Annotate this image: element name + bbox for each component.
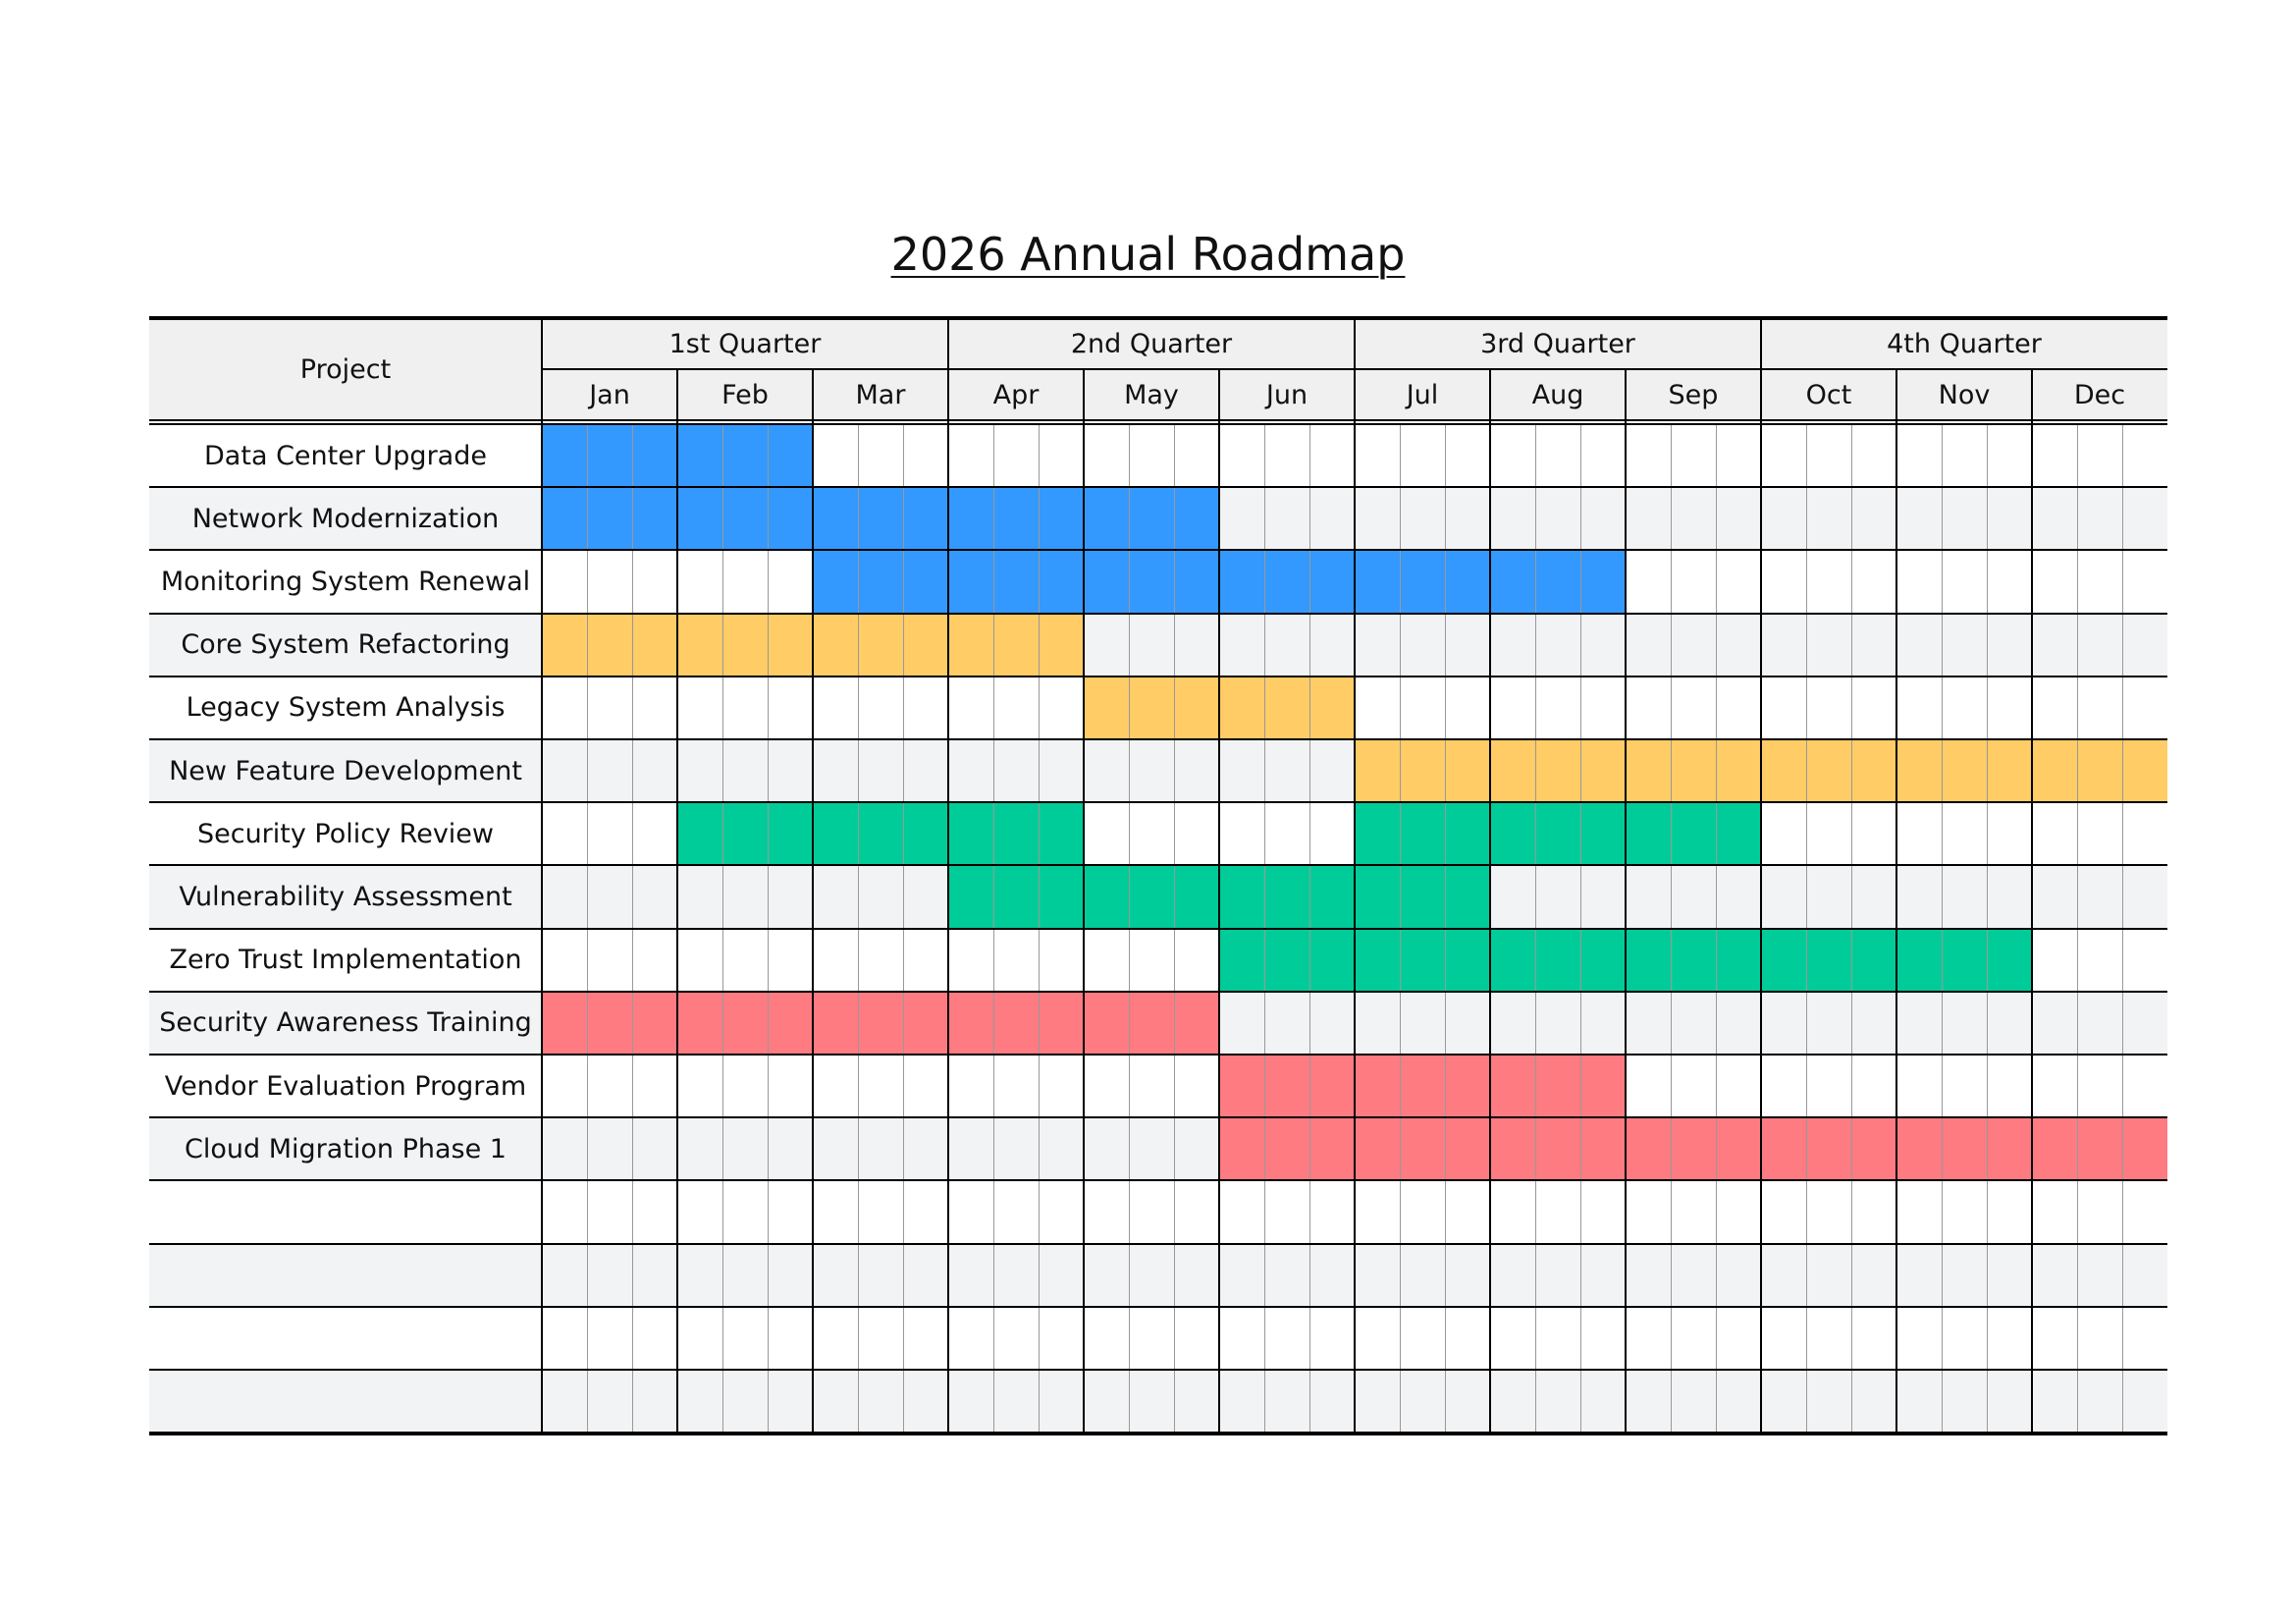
- project-name: Security Awareness Training: [159, 1007, 532, 1039]
- grid-line: [149, 991, 2167, 993]
- project-column-header: Project: [299, 353, 392, 385]
- quarter-header: 2nd Quarter: [1070, 328, 1233, 359]
- grid-line: [149, 864, 2167, 866]
- grid-line: [149, 316, 2167, 320]
- month-header: Mar: [855, 379, 906, 410]
- month-header: Aug: [1531, 379, 1584, 410]
- project-name: Security Policy Review: [196, 818, 495, 849]
- project-name: [149, 1180, 542, 1243]
- quarter-header: 3rd Quarter: [1480, 328, 1635, 359]
- month-header: Apr: [992, 379, 1040, 410]
- month-header: Sep: [1668, 379, 1719, 410]
- month-header: Dec: [2073, 379, 2126, 410]
- month-header: Nov: [1938, 379, 1991, 410]
- grid-line: [149, 423, 2167, 425]
- grid-line: [1083, 369, 1085, 1433]
- grid-line: [149, 1369, 2167, 1371]
- schedule-bar: [542, 487, 1219, 550]
- month-header: Feb: [721, 379, 769, 410]
- grid-line: [149, 1179, 2167, 1181]
- project-name: [149, 1244, 542, 1307]
- schedule-bar: [1355, 802, 1761, 865]
- project-name: Monitoring System Renewal: [160, 566, 531, 597]
- schedule-bar: [542, 992, 1219, 1055]
- project-name: Network Modernization: [191, 503, 500, 534]
- project-name: Vendor Evaluation Program: [164, 1070, 527, 1102]
- project-name: Legacy System Analysis: [186, 692, 506, 724]
- schedule-bar: [1219, 1117, 2167, 1180]
- month-header: Jan: [589, 379, 630, 410]
- quarter-header: 1st Quarter: [668, 328, 822, 359]
- grid-line: [149, 1243, 2167, 1245]
- project-name: [149, 1370, 542, 1433]
- grid-line: [1625, 369, 1627, 1433]
- grid-line: [542, 368, 2167, 370]
- month-header: Jul: [1406, 379, 1439, 410]
- grid-line: [149, 419, 2167, 421]
- schedule-bar: [1219, 1055, 1626, 1117]
- grid-line: [1489, 369, 1491, 1433]
- quarter-header: 4th Quarter: [1887, 328, 2042, 359]
- grid-line: [149, 738, 2167, 740]
- project-name: Vulnerability Assessment: [179, 881, 512, 912]
- grid-line: [149, 613, 2167, 615]
- project-name: Zero Trust Implementation: [169, 945, 522, 976]
- grid-line: [149, 1306, 2167, 1308]
- grid-line: [149, 801, 2167, 803]
- grid-line: [149, 549, 2167, 551]
- grid-line: [149, 676, 2167, 677]
- project-name: Cloud Migration Phase 1: [185, 1133, 507, 1164]
- project-name: New Feature Development: [169, 755, 522, 786]
- grid-line: [149, 928, 2167, 930]
- month-header: Oct: [1805, 379, 1852, 410]
- project-name: Core System Refactoring: [181, 629, 510, 661]
- month-header: Jun: [1265, 379, 1308, 410]
- project-name: [149, 1307, 542, 1370]
- schedule-bar: [677, 802, 1084, 865]
- grid-line: [812, 369, 814, 1433]
- month-header: May: [1124, 379, 1179, 410]
- project-name: Data Center Upgrade: [204, 440, 487, 471]
- grid-line: [1896, 369, 1897, 1433]
- grid-line: [149, 1054, 2167, 1056]
- grid-line: [149, 486, 2167, 488]
- grid-line: [2031, 369, 2033, 1433]
- grid-line: [676, 369, 678, 1433]
- roadmap-gantt-table: [149, 318, 2167, 1433]
- grid-line: [149, 1116, 2167, 1118]
- grid-line: [149, 1432, 2167, 1435]
- grid-line: [1218, 369, 1220, 1433]
- page-title: 2026 Annual Roadmap: [890, 228, 1406, 281]
